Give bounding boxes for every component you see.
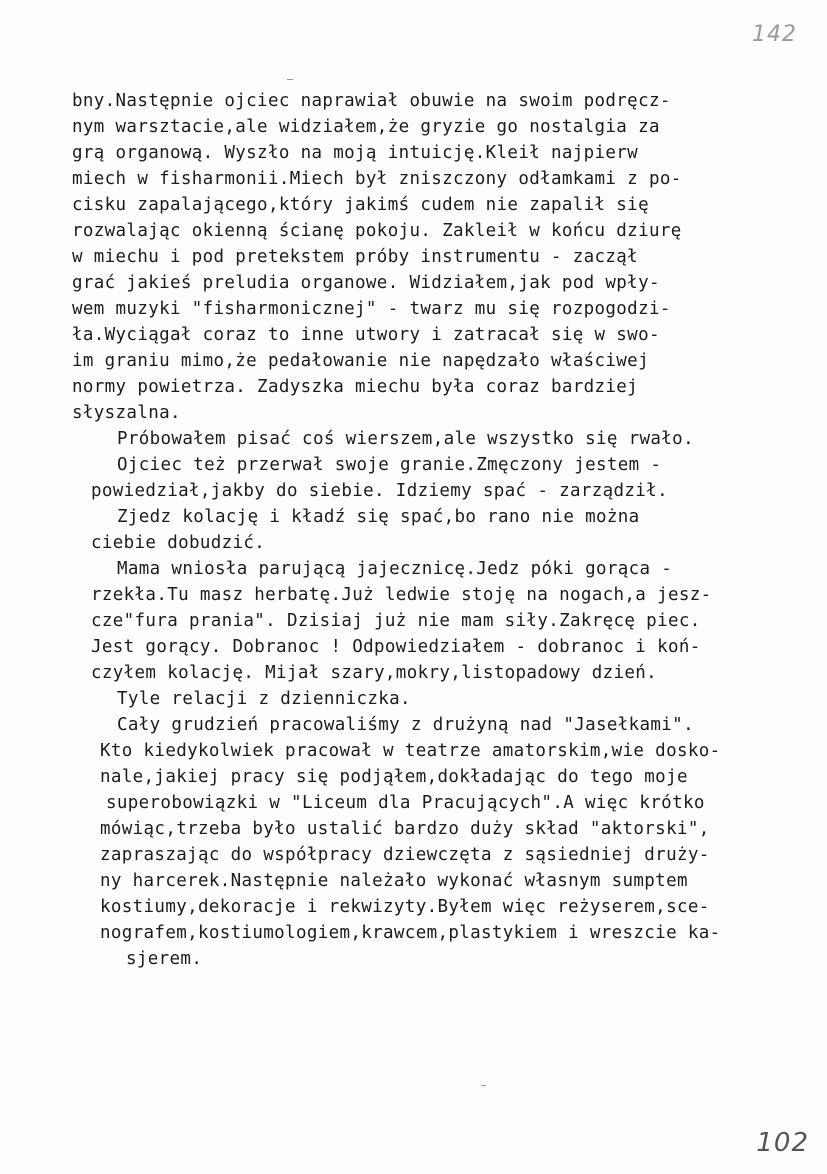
text-line: im graniu mimo,że pedałowanie nie napędzało właściwej [72,351,649,371]
text-line: Mama wniosła parującą jajecznicę.Jedz póki gorąca - [117,559,673,579]
text-line: Tyle relacji z dzienniczka. [117,689,411,709]
text-line: powiedział,jakby do siebie. Idziemy spać - zarządził. [91,481,668,501]
text-line: normy powietrza. Zadyszka miechu była coraz bardziej [72,377,639,397]
text-line: Cały grudzień pracowaliśmy z drużyną nad "Jasełkami". [117,715,694,735]
ink-speck [287,79,293,80]
text-line: rozwalając okienną ścianę pokoju. Zakleił w końcu dziurę [72,221,682,241]
text-line: rzekła.Tu masz herbatę.Już ledwie stoję na nogach,a jesz- [91,585,712,605]
text-line: słyszalna. [72,403,181,423]
text-line: nym warsztacie,ale widziałem,że gryzie go nostalgia za [72,117,660,137]
text-line: sjerem. [126,949,203,969]
text-line: Jest gorący. Dobranoc ! Odpowiedziałem - dobranoc i koń- [91,637,701,657]
text-line: cisku zapalającego,który jakimś cudem nie zapalił się [72,195,649,215]
text-line: Zjedz kolację i kładź się spać,bo rano nie można [117,507,640,527]
page-number-bottom: 102 [756,1128,809,1158]
text-line: kostiumy,dekoracje i rekwizyty.Byłem więc reżyserem,sce- [100,897,710,917]
text-line: nografem,kostiumologiem,krawcem,plastykiem i wreszcie ka- [100,923,721,943]
text-line: nale,jakiej pracy się podjąłem,dokładając do tego moje [100,767,688,787]
text-line: grą organową. Wyszło na moją intuicję.Kleił najpierw [72,143,639,163]
text-line: Próbowałem pisać coś wierszem,ale wszystko się rwało. [117,429,694,449]
text-line: grać jakieś preludia organowe. Widziałem,jak pod wpły- [72,273,660,293]
text-line: w miechu i pod pretekstem próby instrumentu - zaczął [72,247,639,267]
text-line: ciebie dobudzić. [91,533,266,553]
text-line: cze"fura prania". Dzisiaj już nie mam siły.Zakręcę piec. [91,611,701,631]
text-line: superobowiązki w "Liceum dla Pracujących".A więc krótko [106,793,705,813]
text-line: miech w fisharmonii.Miech był zniszczony odłamkami z po- [72,169,682,189]
text-line: mówiąc,trzeba było ustalić bardzo duży skład "aktorski", [100,819,710,839]
text-line: czyłem kolację. Mijał szary,mokry,listopadowy dzień. [91,663,658,683]
ink-speck [481,1085,486,1086]
page-number-top: 142 [752,22,797,47]
text-line: ny harcerek.Następnie należało wykonać własnym sumptem [100,871,688,891]
text-line: wem muzyki "fisharmonicznej" - twarz mu się rozpogodzi- [72,299,671,319]
text-line: Ojciec też przerwał swoje granie.Zmęczony jestem - [117,455,662,475]
text-line: Kto kiedykolwiek pracował w teatrze amatorskim,wie dosko- [100,741,721,761]
text-line: ła.Wyciągał coraz to inne utwory i zatracał się w swo- [72,325,660,345]
text-line: zapraszając do współpracy dziewczęta z sąsiedniej druży- [100,845,710,865]
text-line: bny.Następnie ojciec naprawiał obuwie na swoim podręcz- [72,91,671,111]
